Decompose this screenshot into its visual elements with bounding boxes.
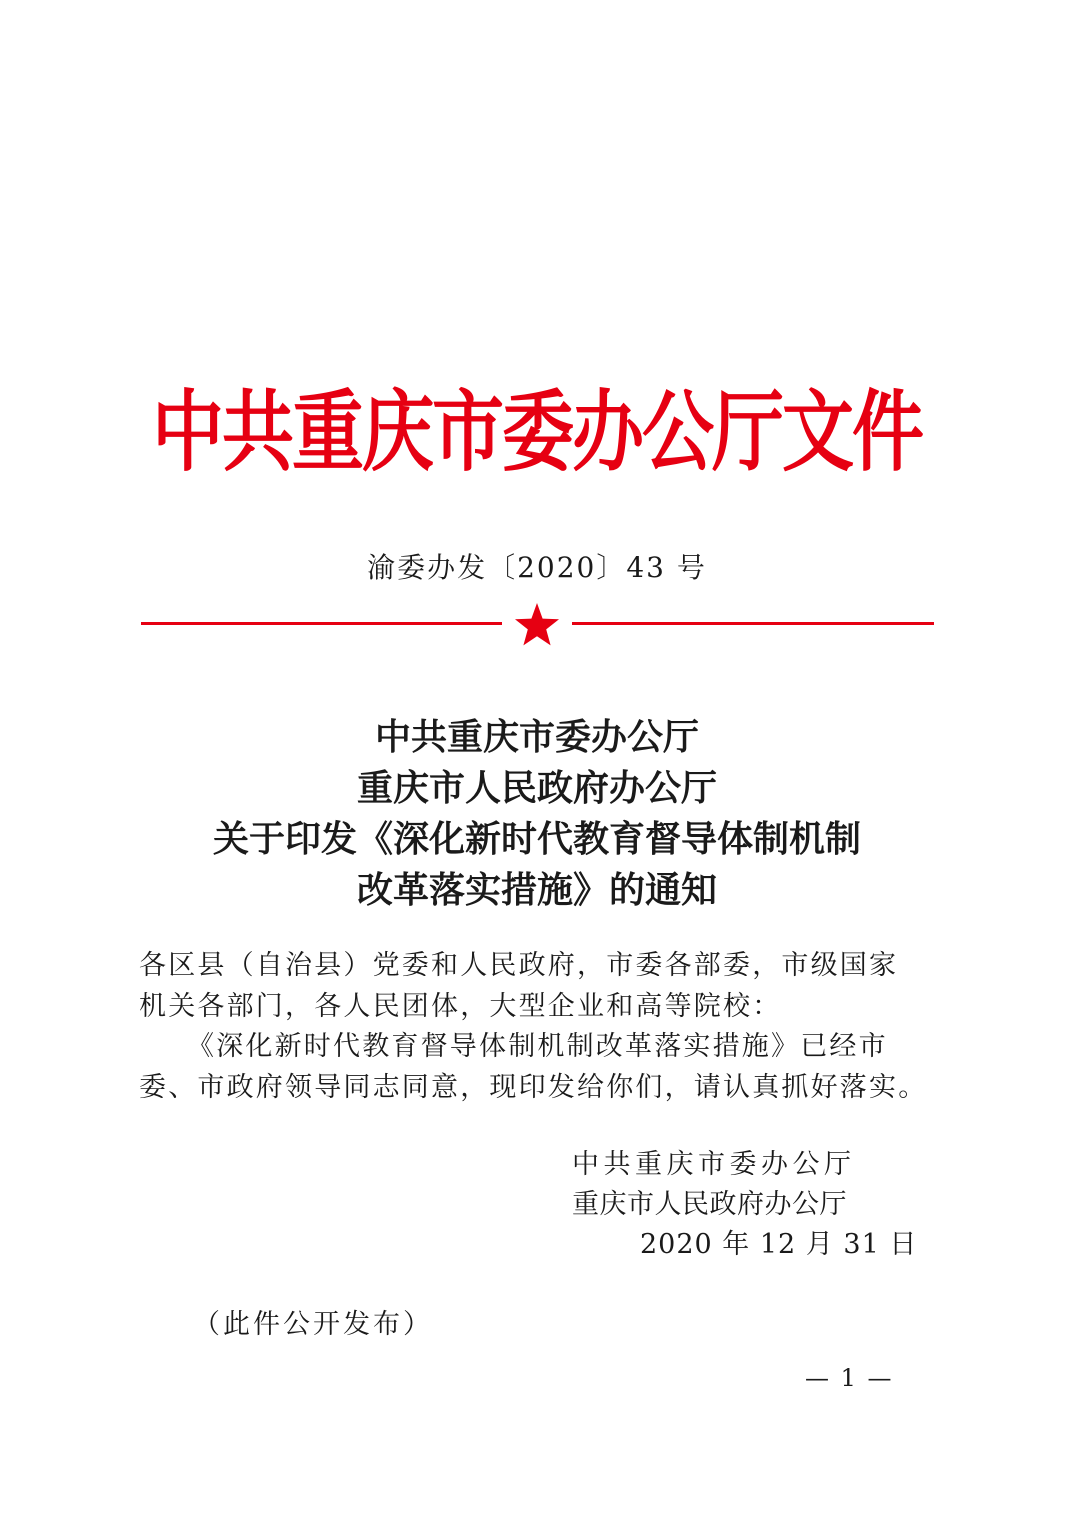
signing-org: 重庆市人民政府办公厅 [572,1189,847,1220]
publication-note: （此件公开发布） [193,1309,433,1340]
body-paragraph-line: 《深化新时代教育督导体制机制改革落实措施》已经市 [187,1031,888,1062]
signature-block [572,1145,918,1265]
addressee-line: 各区县（自治县）党委和人民政府，市委各部委，市级国家 [139,950,899,981]
addressee-line: 机关各部门，各人民团体，大型企业和高等院校： [139,990,782,1022]
title-line: 重庆市人民政府办公厅 [356,767,717,809]
red-divider-right [572,622,934,625]
masthead-title: 中共重庆市委办公厅文件 [151,380,922,484]
title-line: 中共重庆市委办公厅 [374,716,699,758]
page-number: — 1 — [805,1364,894,1392]
title-line: 改革落实措施》的通知 [356,869,717,911]
signing-org: 中共重庆市委办公厅 [572,1149,856,1180]
title-line: 关于印发《深化新时代教育督导体制机制 [212,818,861,860]
signing-date: 2020 年 12 月 31 日 [640,1229,918,1260]
notice-body [139,946,939,1108]
star-icon [512,600,562,650]
document-number: 渝委办发〔2020〕43 号 [367,551,707,584]
notice-title [0,712,1074,916]
body-paragraph-line: 委、市政府领导同志同意，现印发给你们，请认真抓好落实。 [139,1071,928,1103]
red-divider-left [141,622,502,625]
